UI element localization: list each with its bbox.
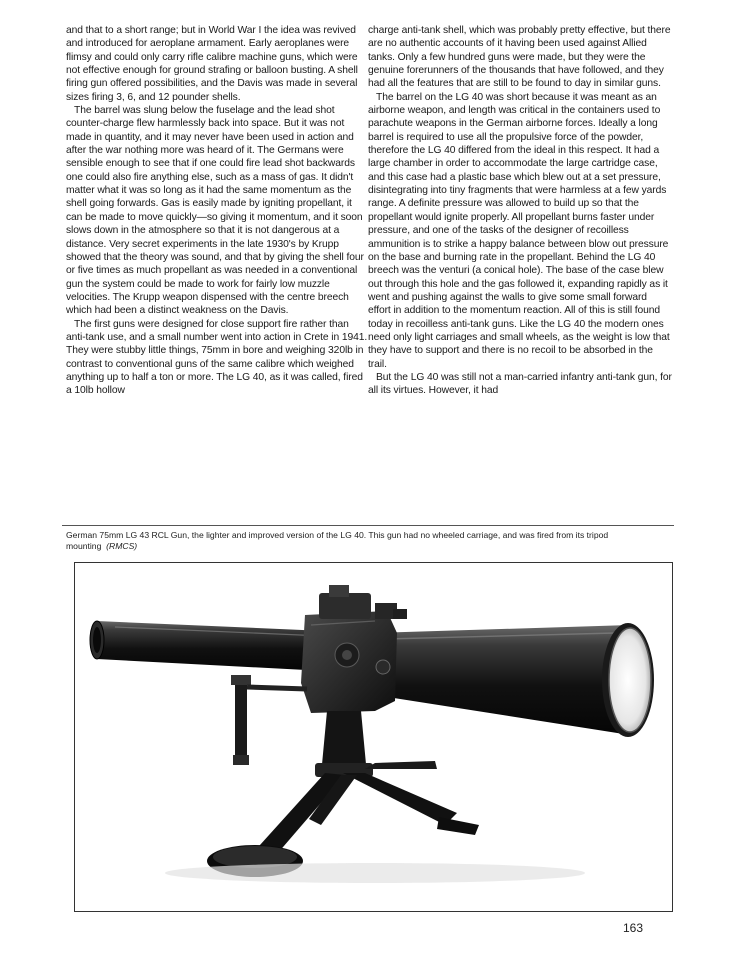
caption-divider <box>62 525 674 526</box>
figure-photo <box>74 562 673 912</box>
figure-caption <box>66 530 672 553</box>
paragraph: The first guns were designed for close support fire rather than anti-tank use, and a small number went into action in Crete in 1941. They were stubby little things, 75mm in bore and weighing 320lb in contrast to conventional guns of the same calibre which weighed anything up to half a ton or more. The LG 40, as it was called, fired a 10lb hollow <box>66 318 368 397</box>
elevating-handle <box>231 675 307 765</box>
paragraph: charge anti-tank shell, which was probably pretty effective, but there are no authentic accounts of it having been used against Allied tanks. Only a few hundred guns were made, but they were the genuine forerunners of the thousands that have followed, and they had all the features that are still to be found to day in similar guns. <box>368 25 671 90</box>
caption-credit: (RMCS) <box>106 541 138 552</box>
paragraph: and that to a short range; but in World War I the idea was revived and introduced for aeroplane armament. Early aeroplanes were flimsy and could only carry rifle calibre machine guns, which were not effective enough for ground strafing or balloon busting. A shell firing gun offered possibilities, and the Davis was made in several sizes firing 3, 6, and 12 pounder shells. <box>66 25 358 103</box>
paragraph: The barrel was slung below the fuselage and the lead shot counter-charge flew harmlessly back into space. But it was not made in quantity, and it may never have been used in action and after the war nothing more was heard of it. The Germans were sensible enough to see that if one could fire lead shot backwards one could also fire anything else, such as a mass of gas. It didn't matter what it was so long as it had the same momentum as the shell going forwards. Gas is easily made by igniting propellant, it can be made to move quickly—so giving it momentum, and it soon slows down in the atmosphere so that it is not dangerous at a distance. Very secret experiments in the late 1930's by Krupp showed that the theory was sound, and that by giving the shell four or five times as much propellant as was needed in a conventional gun the system could be made to work for fairly low muzzle velocities. The Krupp weapon dispensed with the centre breech which had been a distinct weakness on the Davis. <box>66 105 364 317</box>
recoilless-gun-illustration <box>75 563 672 911</box>
muzzle-opening <box>602 623 654 737</box>
right-text-column <box>368 24 672 398</box>
breech-mechanism <box>301 585 407 713</box>
paragraph: The barrel on the LG 40 was short because it was meant as an airborne weapon, and length was critical in the containers used to parachute weapons in the German airborne forces. Ideally a long barrel is required to use all the propulsive force of the powder, therefore the LG 40 differed from the ideal in this respect. It had a large chamber in order to accommodate the large cartridge case, and this case had a plastic base which blew out at a set pressure, disintegrating into tiny fragments that were harmless at a few yards range. A definite pressure was allowed to build up so that the propellant would ignite properly. All propellant burns faster under pressure, and one of the tasks of the designer of recoilless ammunition is to strike a happy balance between blow out pressure on the base and burning rate in the propellant. Behind the LG 40 breech was the venturi (a conical hole). The base of the case blew out through this hole and the gas followed it, expanding rapidly as it went and pushing against the walls to give some small forward effort in addition to the momentum reaction. All of this is still found today in recoilless anti-tank guns. Like the LG 40 the modern ones need only light carriages and small wheels, as the weight is low that they have to support and there is no recoil to be absorbed in the trail. <box>368 91 670 370</box>
rear-barrel <box>90 621 325 671</box>
paragraph: But the LG 40 was still not a man-carried infantry anti-tank gun, for all its virtues. However, it had <box>368 371 672 397</box>
floor-shadow <box>165 863 585 883</box>
tripod-pedestal <box>315 711 373 777</box>
left-text-column <box>66 24 370 398</box>
caption-text: German 75mm LG 43 RCL Gun, the lighter and improved version of the LG 40. This gun had no wheeled carriage, and was fired from its tripod mounting <box>66 530 609 552</box>
main-barrel <box>375 625 630 735</box>
page-number: 163 <box>623 921 644 935</box>
tripod-legs <box>251 761 457 861</box>
